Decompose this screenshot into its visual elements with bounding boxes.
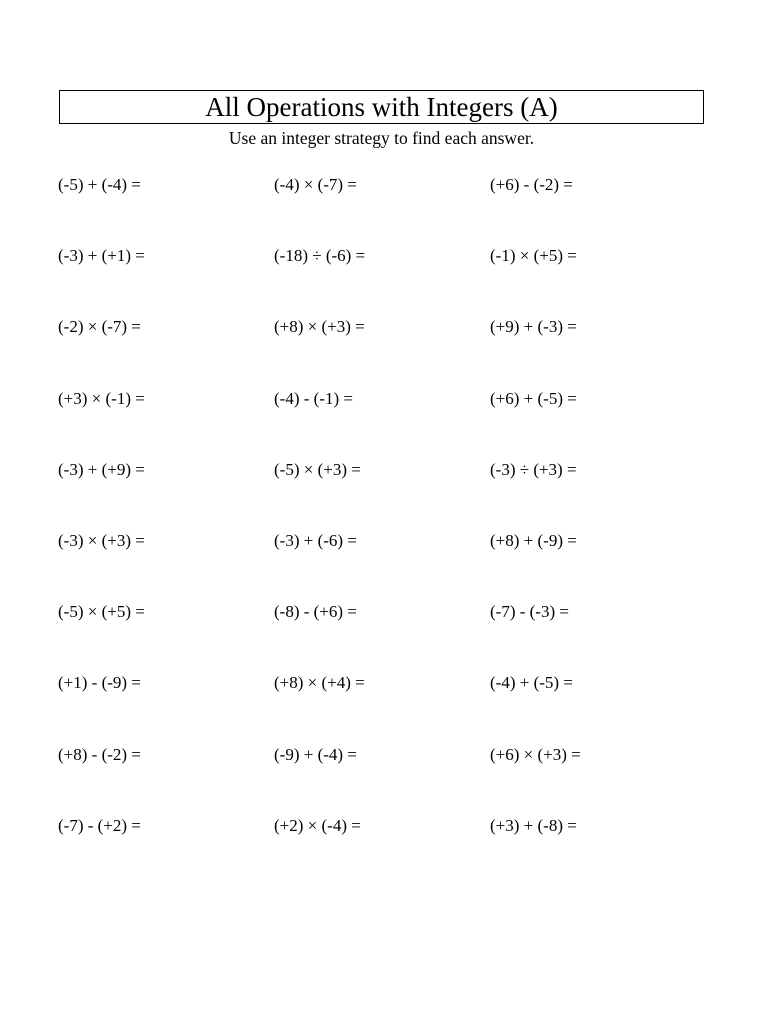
- problem-item: (-18) ÷ (-6) =: [274, 246, 366, 266]
- worksheet-instructions: Use an integer strategy to find each answer.: [228, 128, 535, 148]
- problem-item: (-5) + (-4) =: [58, 175, 141, 194]
- problem-item: (+9) + (-3) =: [490, 317, 577, 337]
- problem-item: (+3) × (-1) =: [58, 388, 145, 408]
- problem-item: (-3) × (+3) =: [58, 530, 145, 550]
- problem-item: (+3) + (-8) =: [490, 815, 577, 835]
- problem-item: (-8) - (+6) =: [274, 602, 357, 622]
- problem-item: (+2) × (-4) =: [274, 815, 361, 835]
- problem-item: (-3) + (+1) =: [58, 246, 145, 266]
- problem-item: (+6) - (-2) =: [490, 175, 573, 194]
- problem-item: (+8) × (+3) =: [274, 317, 365, 337]
- problem-item: (-4) + (-5) =: [490, 673, 573, 693]
- worksheet-title: All Operations with Integers (A): [59, 90, 704, 124]
- problem-item: (+8) - (-2) =: [58, 744, 141, 764]
- problem-item: (-5) × (+5) =: [58, 602, 145, 622]
- problem-item: (+6) × (+3) =: [490, 744, 581, 764]
- problem-grid: [58, 174, 658, 886]
- problem-item: (-7) - (-3) =: [490, 602, 569, 622]
- problem-item: (-3) + (-6) =: [274, 530, 357, 550]
- problem-item: (-3) ÷ (+3) =: [490, 459, 577, 479]
- problem-item: (-9) + (-4) =: [274, 744, 357, 764]
- problem-item: (-4) - (-1) =: [274, 388, 353, 408]
- problem-item: (+8) + (-9) =: [490, 530, 577, 550]
- problem-item: (-1) × (+5) =: [490, 246, 577, 266]
- problem-item: (+6) + (-5) =: [490, 388, 577, 408]
- problem-item: (-2) × (-7) =: [58, 317, 141, 337]
- problem-item: (+1) - (-9) =: [58, 673, 141, 693]
- problem-item: (-3) + (+9) =: [58, 459, 145, 479]
- problem-item: (-7) - (+2) =: [58, 815, 141, 835]
- problem-item: (-4) × (-7) =: [274, 175, 357, 194]
- problem-item: (-5) × (+3) =: [274, 459, 361, 479]
- problem-item: (+8) × (+4) =: [274, 673, 365, 693]
